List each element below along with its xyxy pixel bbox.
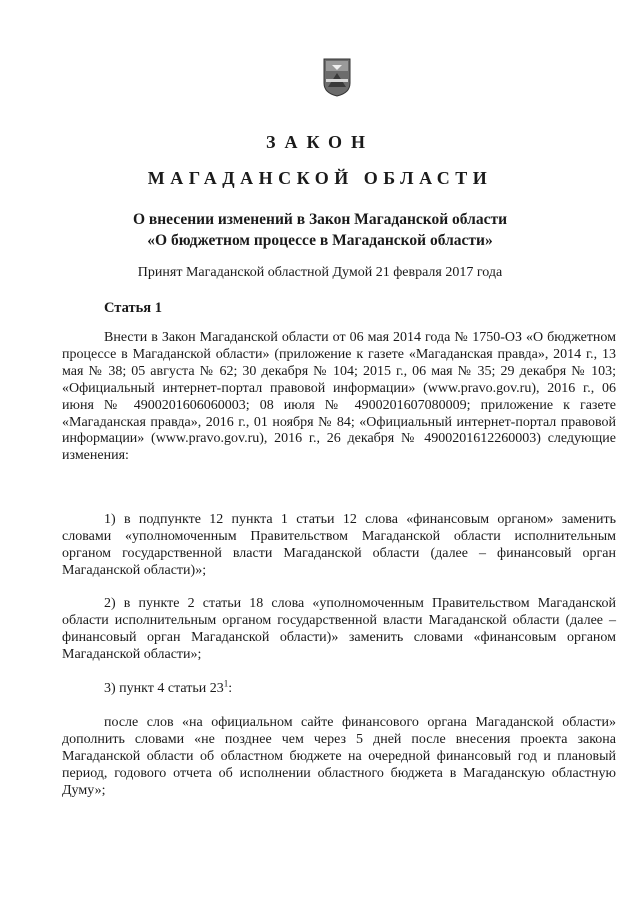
paragraph-item-3	[62, 678, 616, 698]
law-subject	[0, 209, 640, 251]
document-title: ЗАКОН	[265, 132, 375, 152]
coat-of-arms-emblem	[322, 57, 352, 97]
law-subject-line-1: О внесении изменений в Закон Магаданской области	[132, 211, 508, 228]
adoption-note: Принят Магаданской областной Думой 21 февраля 2017 года	[137, 265, 503, 280]
item-3-text: 3) пункт 4 статьи 23	[104, 681, 224, 696]
law-subject-line-2: «О бюджетном процессе в Магаданской области»	[147, 232, 493, 249]
paragraph-item-2: 2) в пункте 2 статьи 18 слова «уполномоченным Правительством Магаданской области исполнительным органом государственной власти Магаданской области (далее – финансовый орган Магаданской области)» заменить словами «финансовым органом Магаданской области»;	[62, 596, 616, 662]
item-3-tail: :	[228, 681, 233, 696]
paragraph-item-3-body: после слов «на официальном сайте финансового органа Магаданской области» дополнить словами «не позднее чем через 5 дней после внесения проекта закона Магаданской области об областном бюджете на очередной финансовый год и плановый период, годового отчета об исполнении областного бюджета в Магаданскую областную Думу»;	[62, 715, 616, 798]
article-heading: Статья 1	[104, 300, 162, 316]
item-3-superscript: 1	[223, 678, 229, 689]
paragraph-intro: Внести в Закон Магаданской области от 06 мая 2014 года № 1750-ОЗ «О бюджетном процессе в Магаданской области» (приложение к газете «Магаданская правда», 2014 г., 13 мая № 38; 05 августа № 62; 30 декабря № 104; 2015 г., 06 мая № 35; 29 декабря № 103; «Официальный интернет-портал правовой информации» (www.pravo.gov.ru), 2016 г., 06 июня № 4900201606060003; 08 июля № 4900201607080009; приложение к газете «Магаданская правда», 2016 г., 01 ноября № 84; «Официальный интернет-портал правовой информации» (www.pravo.gov.ru), 2016 г., 26 декабря № 4900201612260003) следующие изменения:	[62, 330, 616, 464]
document-region-title: МАГАДАНСКОЙ ОБЛАСТИ	[147, 168, 493, 188]
paragraph-item-1: 1) в подпункте 12 пункта 1 статьи 12 слова «финансовым органом» заменить словами «уполномоченным Правительством Магаданской области исполнительным органом государственной власти Магаданской области (далее – финансовый орган Магаданской области)»;	[62, 512, 616, 578]
